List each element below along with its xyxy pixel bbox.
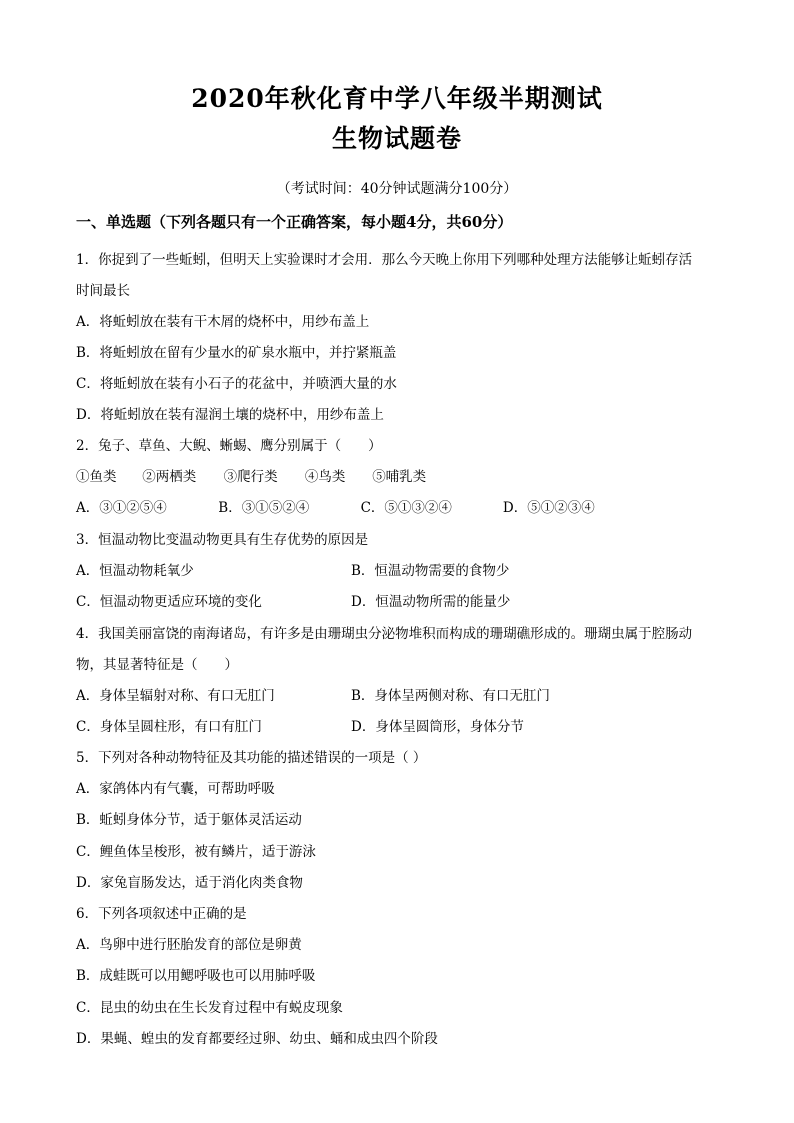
exam-title: 2020年秋化育中学八年级半期测试: [191, 84, 603, 113]
q2-option-b: B．③①⑤②④: [218, 500, 310, 516]
q2-option-a: A．③①②⑤④: [76, 500, 167, 516]
q6-option-d: D．果蝇、蝗虫的发育都要经过卵、幼虫、蛹和成虫四个阶段: [76, 1031, 438, 1047]
q2-option-c: C．⑤①③②④: [360, 500, 452, 516]
q2-choice-list: [76, 468, 426, 486]
q2-stem: 2．兔子、草鱼、大鲵、蜥蜴、鹰分别属于（ ）: [76, 438, 382, 454]
q5-option-a: A．家鸽体内有气囊，可帮助呼吸: [76, 781, 275, 797]
q4-stem-line2: 物，其显著特征是（ ）: [76, 657, 238, 673]
exam-info: （考试时间：40分钟试题满分100分）: [276, 181, 518, 197]
q2-choice: ②两栖类: [142, 469, 197, 485]
q2-options: [76, 499, 595, 517]
q1-stem-line2: 时间最长: [76, 283, 130, 299]
q2-choice: ⑤哺乳类: [372, 469, 427, 485]
q5-stem: 5．下列对各种动物特征及其功能的描述错误的一项是（ ）: [76, 750, 427, 766]
q1-option-b: B．将蚯蚓放在留有少量水的矿泉水瓶中，并拧紧瓶盖: [76, 345, 397, 361]
q4-option-d: D．身体呈圆筒形，身体分节: [351, 719, 524, 735]
q3-option-d: D．恒温动物所需的能量少: [351, 594, 511, 610]
q3-option-c: C．恒温动物更适应环境的变化: [76, 594, 262, 610]
q4-stem-line1: 4．我国美丽富饶的南海诸岛，有许多是由珊瑚虫分泌物堆积而构成的珊瑚礁形成的。珊瑚虫属于腔肠动: [76, 626, 693, 642]
q1-option-d: D．将蚯蚓放在装有湿润土壤的烧杯中，用纱布盖上: [76, 407, 384, 423]
q3-option-a: A．恒温动物耗氧少: [76, 563, 194, 579]
q6-option-c: C．昆虫的幼虫在生长发育过程中有蜕皮现象: [76, 1000, 343, 1016]
q3-stem: 3．恒温动物比变温动物更具有生存优势的原因是: [76, 532, 369, 548]
q6-option-a: A．鸟卵中进行胚胎发育的部位是卵黄: [76, 937, 302, 953]
q6-stem: 6．下列各项叙述中正确的是: [76, 906, 247, 922]
q1-option-c: C．将蚯蚓放在装有小石子的花盆中，并喷洒大量的水: [76, 376, 397, 392]
q1-stem-line1: 1．你捉到了一些蚯蚓，但明天上实验课时才会用．那么今天晚上你用下列哪种处理方法能够让蚯蚓存活: [76, 252, 693, 268]
q5-option-c: C．鲤鱼体呈梭形，被有鳞片，适于游泳: [76, 844, 316, 860]
q4-option-c: C．身体呈圆柱形，有口有肛门: [76, 719, 262, 735]
q2-choice: ④鸟类: [304, 469, 346, 485]
q3-option-b: B．恒温动物需要的食物少: [351, 563, 510, 579]
q4-option-b: B．身体呈两侧对称、有口无肛门: [351, 688, 550, 704]
q2-choice: ③爬行类: [223, 469, 278, 485]
q5-option-d: D．家兔盲肠发达，适于消化肉类食物: [76, 875, 303, 891]
q1-option-a: A．将蚯蚓放在装有干木屑的烧杯中，用纱布盖上: [76, 314, 370, 330]
q6-option-b: B．成蛙既可以用鳃呼吸也可以用肺呼吸: [76, 968, 316, 984]
q2-choice: ①鱼类: [76, 469, 117, 485]
q5-option-b: B．蚯蚓身体分节，适于躯体灵活运动: [76, 812, 302, 828]
q4-option-a: A．身体呈辐射对称、有口无肛门: [76, 688, 275, 704]
section-heading: 一、单选题（下列各题只有一个正确答案，每小题4分，共60分）: [76, 213, 513, 231]
exam-subject-title: 生物试题卷: [331, 124, 462, 153]
q2-option-d: D．⑤①②③④: [502, 500, 595, 516]
